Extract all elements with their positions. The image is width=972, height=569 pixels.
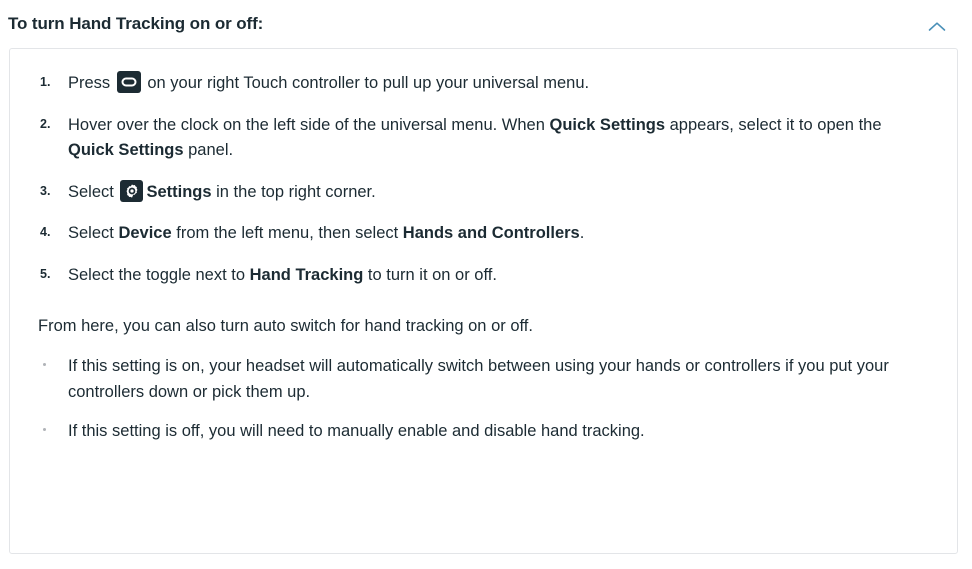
settings-emphasis: Settings	[146, 182, 212, 201]
chevron-up-glyph	[928, 21, 946, 33]
quick-settings-emphasis: Quick Settings	[549, 115, 666, 134]
content-panel	[9, 48, 958, 554]
section-header	[0, 0, 972, 48]
list-item	[38, 113, 929, 164]
settings-gear-icon	[120, 180, 143, 202]
step-text	[68, 224, 584, 242]
step-text-segment: Hover over the clock on the left side of the universal menu. When	[68, 115, 550, 134]
bullet-dot-icon	[43, 363, 46, 366]
auto-switch-paragraph: From here, you can also turn auto switch for hand tracking on or off.	[38, 317, 533, 336]
step-text-segment: Select	[68, 182, 119, 201]
bullet-dot-icon	[43, 428, 46, 431]
list-item	[38, 180, 929, 206]
step-text-segment: to turn it on or off.	[363, 265, 497, 284]
list-item	[38, 221, 929, 247]
step-number: 1.	[40, 75, 51, 89]
step-number: 5.	[40, 266, 51, 281]
list-item	[38, 354, 929, 405]
step-text-segment: panel.	[183, 141, 234, 160]
step-text-segment: Press	[68, 74, 115, 92]
step-text	[68, 74, 589, 92]
oculus-button-icon	[117, 71, 141, 93]
device-emphasis: Device	[118, 224, 172, 243]
steps-list	[38, 71, 929, 288]
step-number: 4.	[40, 225, 51, 240]
step-text-segment: Select the toggle next to	[68, 265, 250, 284]
step-text-segment: from the left menu, then select	[171, 224, 403, 243]
hands-and-controllers-emphasis: Hands and Controllers	[402, 224, 580, 243]
step-text-segment: Select	[68, 224, 119, 243]
step-text-segment: appears, select it to open the	[665, 115, 882, 134]
bullet-list	[38, 354, 929, 445]
list-item	[38, 71, 929, 97]
chevron-up-icon[interactable]	[924, 16, 950, 38]
gear-glyph	[124, 183, 139, 198]
step-text	[68, 183, 376, 201]
quick-settings-emphasis: Quick Settings	[68, 141, 184, 160]
step-text	[68, 266, 497, 284]
list-item	[38, 419, 929, 445]
list-item	[38, 263, 929, 289]
step-number: 2.	[40, 116, 51, 131]
step-text-segment: in the top right corner.	[211, 182, 376, 201]
oculus-button-glyph	[121, 78, 136, 87]
bullet-text: If this setting is on, your headset will automatically switch between using your hands or controllers if you put your controllers down or pick them up.	[68, 356, 889, 401]
hand-tracking-emphasis: Hand Tracking	[249, 265, 364, 284]
bullet-text: If this setting is off, you will need to manually enable and disable hand tracking.	[68, 422, 645, 441]
step-text-segment: .	[579, 224, 585, 243]
step-text	[68, 116, 882, 160]
step-number: 3.	[40, 183, 51, 198]
step-text-segment: on your right Touch controller to pull up your universal menu.	[142, 74, 590, 92]
page-title: To turn Hand Tracking on or off:	[8, 14, 264, 33]
